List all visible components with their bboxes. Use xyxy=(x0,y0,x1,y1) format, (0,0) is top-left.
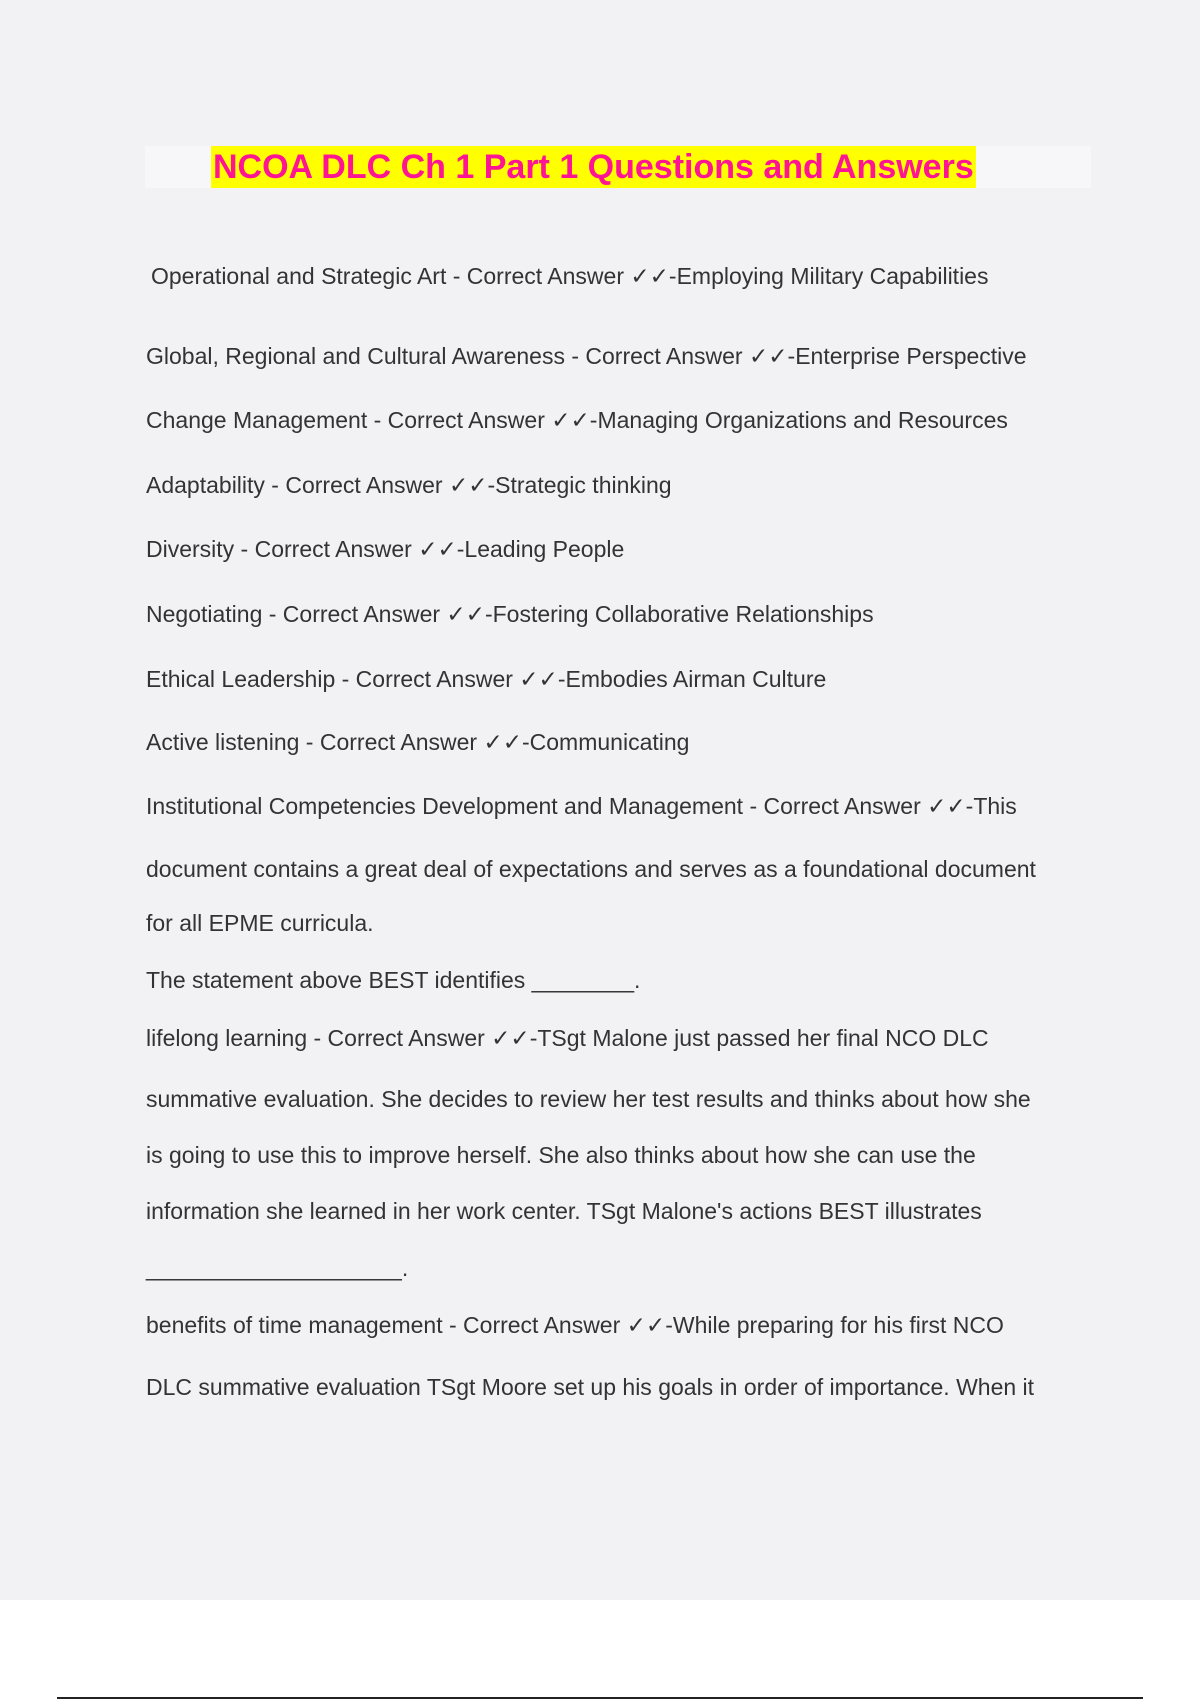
qa-line: benefits of time management - Correct Answer ✓✓-While preparing for his first NCO xyxy=(146,1312,1004,1338)
qa-line: is going to use this to improve herself. She also thinks about how she can use the xyxy=(146,1142,976,1168)
qa-line: Global, Regional and Cultural Awareness - Correct Answer ✓✓-Enterprise Perspective xyxy=(146,343,1027,369)
qa-line: Adaptability - Correct Answer ✓✓-Strategic thinking xyxy=(146,472,672,498)
qa-line: Ethical Leadership - Correct Answer ✓✓-Embodies Airman Culture xyxy=(146,666,827,692)
page-title: NCOA DLC Ch 1 Part 1 Questions and Answers xyxy=(213,148,974,186)
qa-line: DLC summative evaluation TSgt Moore set up his goals in order of importance. When it xyxy=(146,1374,1035,1400)
qa-line: lifelong learning - Correct Answer ✓✓-TSgt Malone just passed her final NCO DLC xyxy=(146,1025,989,1051)
qa-line: The statement above BEST identifies ________. xyxy=(146,967,641,993)
qa-line: Negotiating - Correct Answer ✓✓-Fostering Collaborative Relationships xyxy=(146,601,874,627)
qa-line: summative evaluation. She decides to review her test results and thinks about how she xyxy=(146,1086,1031,1112)
qa-line: Institutional Competencies Development and Management - Correct Answer ✓✓-This xyxy=(146,793,1017,819)
qa-line: information she learned in her work center. TSgt Malone's actions BEST illustrates xyxy=(146,1198,982,1224)
bottom-rule xyxy=(57,1697,1143,1699)
qa-line: Operational and Strategic Art - Correct Answer ✓✓-Employing Military Capabilities xyxy=(151,263,989,289)
qa-line: document contains a great deal of expectations and serves as a foundational document xyxy=(146,856,1036,882)
qa-line: for all EPME curricula. xyxy=(146,910,374,936)
qa-line: Diversity - Correct Answer ✓✓-Leading People xyxy=(146,536,625,562)
qa-line: Active listening - Correct Answer ✓✓-Communicating xyxy=(146,729,690,755)
qa-line: ____________________. xyxy=(146,1255,409,1281)
qa-line: Change Management - Correct Answer ✓✓-Managing Organizations and Resources xyxy=(146,407,1008,433)
